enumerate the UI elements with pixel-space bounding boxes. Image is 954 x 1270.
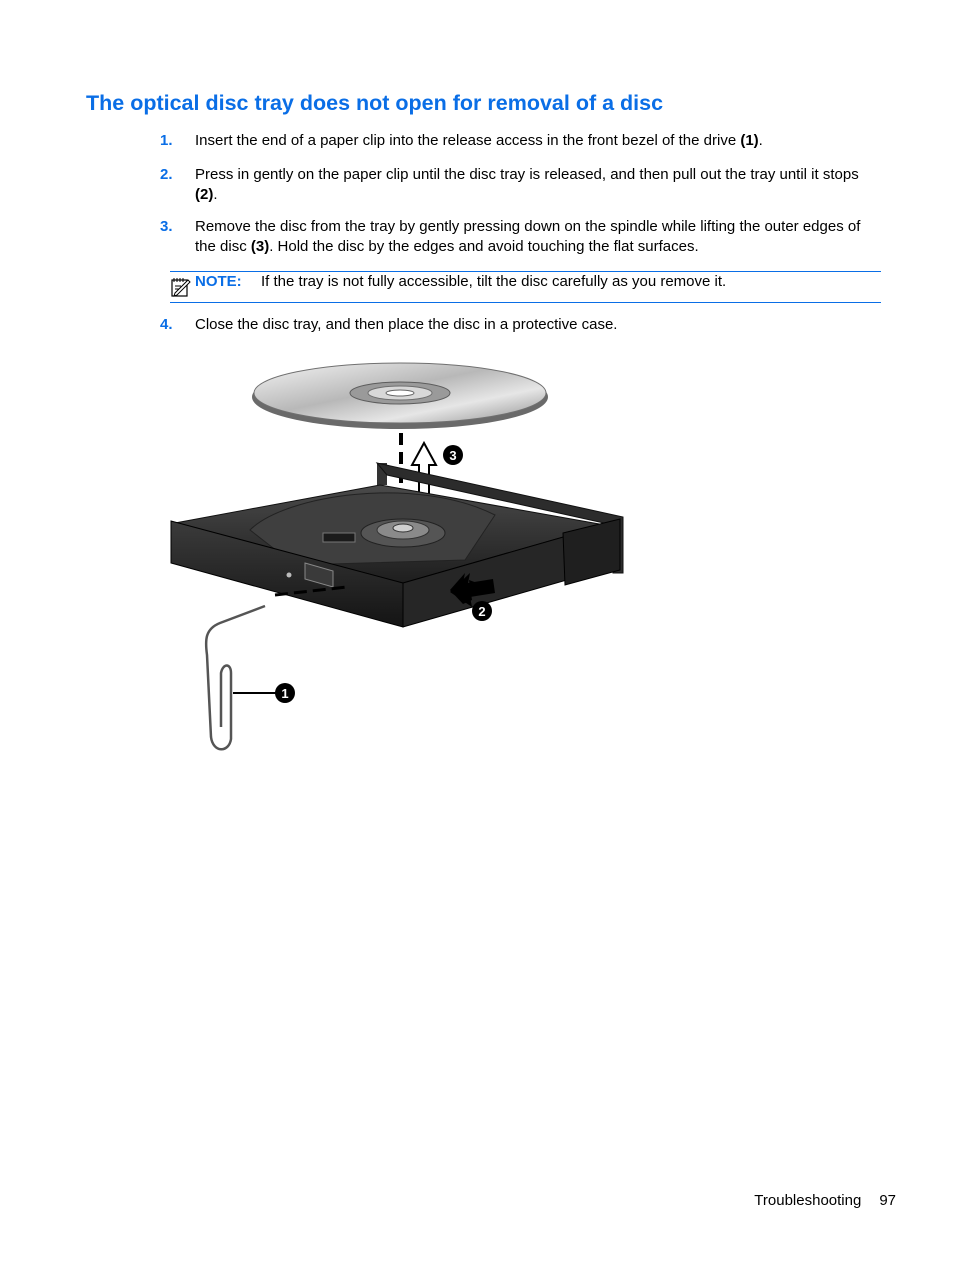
callout-1 xyxy=(275,683,295,703)
step-1 xyxy=(160,131,870,151)
step-text: Close the disc tray, and then place the disc in a protective case. xyxy=(195,316,618,333)
note-icon xyxy=(170,276,192,298)
svg-text:2: 2 xyxy=(478,604,486,619)
step-text: Remove the disc from the tray by gently pressing down on the spindle while lifting the outer edges of the disc (3). Hold the disc by the edges and avoid touching the flat surfaces. xyxy=(195,218,861,255)
note-box xyxy=(170,271,881,303)
lift-arrow xyxy=(412,443,436,497)
step-3 xyxy=(160,217,870,257)
svg-text:3: 3 xyxy=(449,448,457,463)
step-4 xyxy=(160,315,870,335)
footer-section: Troubleshooting xyxy=(754,1192,862,1209)
step-number: 4. xyxy=(160,316,173,333)
paper-clip xyxy=(206,587,347,749)
step-number: 2. xyxy=(160,166,173,183)
release-hole xyxy=(287,573,292,578)
note-text: If the tray is not fully accessible, tilt the disc carefully as you remove it. xyxy=(261,273,727,290)
svg-text:1: 1 xyxy=(281,686,289,701)
callout-2 xyxy=(472,601,492,621)
note-label: NOTE: xyxy=(195,273,242,290)
step-2 xyxy=(160,165,870,205)
disc xyxy=(252,363,548,429)
page-footer xyxy=(754,1192,896,1209)
page-number: 97 xyxy=(879,1192,896,1209)
step-text: Press in gently on the paper clip until the disc tray is released, and then pull out the tray until it stops (2). xyxy=(195,166,859,203)
step-number: 1. xyxy=(160,132,173,149)
step-text: Insert the end of a paper clip into the release access in the front bezel of the drive (1). xyxy=(195,132,763,149)
disc-tray-illustration xyxy=(165,355,635,760)
spindle xyxy=(361,519,445,547)
callout-3 xyxy=(443,445,463,465)
page-heading: The optical disc tray does not open for removal of a disc xyxy=(86,91,664,115)
step-number: 3. xyxy=(160,218,173,235)
